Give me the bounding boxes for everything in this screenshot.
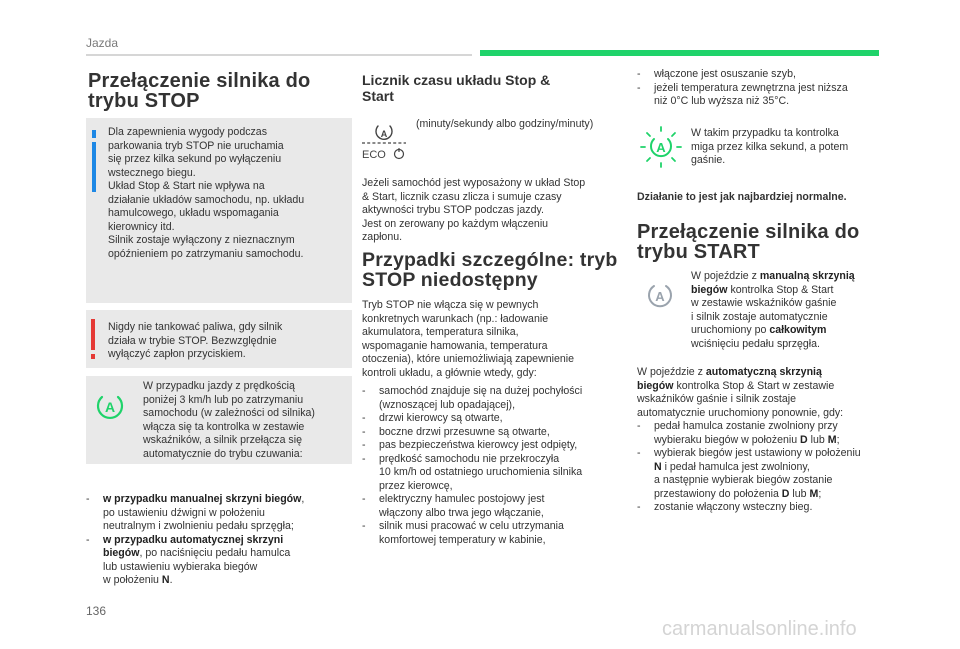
text-fragment: D (800, 433, 808, 446)
text-fragment: po ustawieniu dźwigni w położeniu (103, 506, 265, 519)
list-item-line: 10 km/h od ostatniego uruchomienia silnika (379, 466, 583, 478)
eco-label: ECO (362, 149, 386, 161)
title-line: Przełączenie silnika do (88, 70, 311, 92)
manual-start-text (691, 270, 891, 351)
stop-conditions: - w przypadku manualnej skrzyni biegów, po ustawieniu dźwigni w położeniu neutralnym i zwolnieniu pedału sprzęgła; - w przypadku automatycznej skrzyni biegów, po naciśnięciu pedału hamulca lub ustawieniu wybieraka biegów w położeniu N. (86, 493, 305, 586)
list-item (362, 412, 632, 426)
list-item-line: włączony albo trwa jego włączanie, (379, 506, 544, 519)
list-item (362, 493, 632, 520)
list-item (362, 426, 632, 440)
text-fragment: kontrolka Stop & Start (727, 283, 834, 296)
list-item (362, 520, 632, 547)
text-fragment: i pedał hamulca jest zwolniony, (661, 460, 810, 473)
stop-start-indicator-icon (93, 389, 127, 423)
counter-caption: (minuty/sekundy albo godziny/minuty) (416, 118, 594, 130)
auto-gearbox-label: w przypadku automatycznej skrzyni (103, 533, 284, 546)
continued-list (637, 68, 897, 109)
text-line: W takim przypadku ta kontrolka (691, 127, 839, 139)
text-line: & Start, licznik czasu zlicza i sumuje czasy (362, 190, 562, 203)
list-item-line: - jeżeli temperatura zewnętrzna jest niższa (654, 81, 848, 94)
svg-text:A: A (104, 399, 116, 415)
text-fragment: kontrolka Stop & Start w zestawie (673, 379, 835, 392)
section-title-counter (362, 72, 550, 104)
header-divider (86, 54, 472, 56)
speed-text (143, 380, 353, 461)
text-line: Układ Stop & Start nie wpływa na (108, 180, 265, 192)
text-line: włącza się ta kontrolka w zestawie (143, 420, 305, 433)
text-line: W przypadku jazdy z prędkością (143, 380, 295, 392)
text-fragment: a następnie wybierak biegów zostanie (654, 474, 833, 486)
text-fragment: biegów (691, 283, 728, 296)
stop-start-blinking-icon (640, 126, 682, 168)
text-fragment: biegów (637, 379, 674, 392)
text-fragment: automatyczną skrzynią (705, 366, 822, 378)
text-fragment: całkowitym (769, 324, 827, 336)
section-label: Jazda (86, 36, 119, 50)
text-fragment: M (827, 433, 837, 446)
text-line: wspomaganie hamowania, temperatura (362, 339, 548, 352)
text-line: kontroli układu, a głównie wtedy, gdy: (362, 366, 537, 379)
text-fragment: zostanie włączony wsteczny bieg. (654, 501, 813, 513)
text-line: aktywności trybu STOP podczas jazdy. (362, 204, 544, 216)
list-item-line: (wznoszącej lub opadającej), (379, 398, 516, 411)
text-fragment: wybierak biegów jest ustawiony w położeniu (654, 447, 861, 459)
text-fragment: wciśnięciu pedału sprzęgła. (691, 337, 820, 350)
manual-gearbox-label: w przypadku manualnej skrzyni biegów (103, 493, 302, 505)
text-fragment: W pojeździe z (637, 366, 706, 378)
list-item-line: przez kierowcę, (379, 479, 453, 492)
text-fragment: ; (818, 487, 822, 500)
text-fragment: . (169, 574, 173, 586)
list-item (362, 439, 632, 453)
title-line: trybu STOP (88, 90, 200, 112)
text-fragment: D (781, 487, 790, 500)
text-fragment: N (654, 460, 662, 473)
special-list (362, 385, 632, 547)
title-line: Licznik czasu układu Stop & (362, 72, 551, 88)
text-fragment: ; (836, 433, 840, 446)
stop-start-off-icon (644, 279, 676, 311)
list-item (362, 385, 632, 412)
text-fragment: biegów (103, 547, 140, 559)
warning-text (108, 321, 348, 362)
text-fragment: neutralnym i zwolnieniu pedału sprzęgła; (103, 520, 294, 532)
text-line: opóźnieniem po zatrzymaniu samochodu. (108, 247, 304, 260)
svg-text:A: A (380, 129, 388, 139)
text-line: gaśnie. (691, 154, 726, 166)
text-fragment: lub (807, 433, 828, 446)
text-line: zapłonu. (362, 231, 403, 243)
eco-counter-icon (361, 118, 411, 168)
text-line: parkowania tryb STOP nie uruchamia (108, 139, 284, 152)
text-fragment: N (161, 574, 170, 586)
text-fragment: przestawiony do położenia (654, 487, 782, 500)
title-line: trybu START (637, 241, 760, 263)
special-intro (362, 299, 632, 380)
text-line: otoczenia), które uniemożliwiają zapewnienie (362, 353, 574, 365)
list-item-line: - elektryczny hamulec postojowy jest (379, 493, 545, 505)
title-line: Start (362, 88, 394, 104)
text-line: wstecznego biegu. (108, 166, 196, 179)
text-line: konkretnych warunkach (np.: ładowanie (362, 312, 549, 325)
text-line: Tryb STOP nie włącza się w pewnych (362, 299, 539, 311)
list-item-line: - prędkość samochodu nie przekroczyła (379, 452, 560, 465)
auto-start-text: W pojeździe z automatyczną skrzynią biegów kontrolka Stop & Start w zestawie wskaźników gaśnie i silnik zostaje automatycznie uruchomiony ponownie, gdy: - pedał hamulca zostanie zwolniony przy wybieraku biegów w położeniu D lub M; - wybierak biegów jest ustawiony w położeniu N i pedał hamulca jest zwolniony, a następnie wybierak biegów zostanie przestawiony do położenia D lub M; - zostanie włączony wsteczny bieg. (637, 366, 861, 513)
text-line: Nigdy nie tankować paliwa, gdy silnik (108, 321, 283, 333)
text-line: akumulatora, temperatura silnika, (362, 326, 519, 338)
info-text (108, 126, 348, 261)
text-fragment: pedał hamulca zostanie zwolniony przy (654, 420, 838, 432)
text-fragment: w zestawie wskaźników gaśnie (691, 297, 837, 309)
text-line: działa w trybie STOP. Bezwzględnie (108, 334, 277, 347)
text-line: się przez kilka sekund po wyłączeniu (108, 153, 282, 165)
text-fragment: manualną skrzynią (759, 270, 855, 282)
text-fragment: lub (789, 487, 810, 500)
warning-icon (90, 319, 96, 359)
text-line: miga przez kilka sekund, a potem (691, 140, 849, 153)
text-line: Dla zapewnienia wygody podczas (108, 126, 267, 138)
text-line: Jeżeli samochód jest wyposażony w układ Stop (362, 177, 586, 189)
text-fragment: lub ustawieniu wybieraka biegów (103, 560, 258, 573)
text-line: wyłączyć zapłon przyciskiem. (108, 348, 246, 360)
list-item-line: niż 0°C lub wyższa niż 35°C. (654, 95, 790, 107)
list-item (637, 68, 897, 82)
text-fragment: wskaźników gaśnie i silnik zostaje (637, 393, 796, 405)
svg-text:A: A (655, 289, 665, 304)
text-line: poniżej 3 km/h lub po zatrzymaniu (143, 393, 304, 406)
text-line: wskaźników, a silnik przełącza się (143, 434, 302, 446)
text-fragment: wybieraku biegów w położeniu (654, 433, 801, 446)
text-line: hamulcowego, układu wspomagania (108, 207, 279, 219)
normal-note: Działanie to jest jak najbardziej normalne. (637, 191, 847, 203)
list-item-line: - samochód znajduje się na dużej pochyłości (379, 385, 583, 397)
header-accent-bar (480, 50, 879, 56)
text-line: Jest on zerowany po każdym włączeniu (362, 217, 549, 230)
text-line: kierownicy itd. (108, 220, 175, 233)
list-item-line: - boczne drzwi przesuwne są otwarte, (379, 425, 550, 438)
text-fragment: , (301, 493, 305, 505)
section-title-start (637, 222, 859, 262)
text-fragment: M (809, 487, 819, 500)
text-line: automatycznie do trybu czuwania: (143, 447, 303, 460)
text-line: samochodu (w zależności od silnika) (143, 407, 315, 419)
svg-text:A: A (656, 140, 666, 155)
list-item-line: - silnik musi pracować w celu utrzymania (379, 520, 564, 532)
blink-text (691, 127, 891, 168)
title-line: STOP niedostępny (362, 269, 538, 291)
section-title-stop (88, 71, 310, 111)
text-fragment: , po naciśnięciu pedału hamulca (139, 547, 291, 559)
text-fragment: uruchomiony po (691, 324, 770, 336)
list-item-line: komfortowej temperatury w kabinie, (379, 533, 546, 546)
list-item-line: - włączone jest osuszanie szyb, (654, 68, 796, 80)
text-fragment: W pojeździe z (691, 270, 760, 282)
list-item-line: - drzwi kierowcy są otwarte, (379, 412, 503, 424)
title-line: Przypadki szczególne: tryb (362, 249, 618, 271)
list-item (362, 453, 632, 494)
page-number: 136 (86, 604, 107, 618)
list-item-line: - pas bezpieczeństwa kierowcy jest odpięty, (379, 439, 578, 451)
title-line: Przełączenie silnika do (637, 221, 860, 243)
counter-text (362, 177, 632, 245)
text-line: Silnik zostaje wyłączony z nieznacznym (108, 234, 295, 246)
watermark: carmanualsonline.info (662, 618, 857, 640)
list-item (637, 82, 897, 109)
text-fragment: automatycznie uruchomiony ponownie, gdy: (637, 406, 844, 419)
text-line: działanie układów samochodu, np. układu (108, 193, 305, 206)
info-icon (92, 130, 96, 192)
text-fragment: w położeniu (103, 574, 162, 586)
section-title-special (362, 250, 618, 290)
text-fragment: i silnik zostaje automatycznie (691, 310, 828, 323)
